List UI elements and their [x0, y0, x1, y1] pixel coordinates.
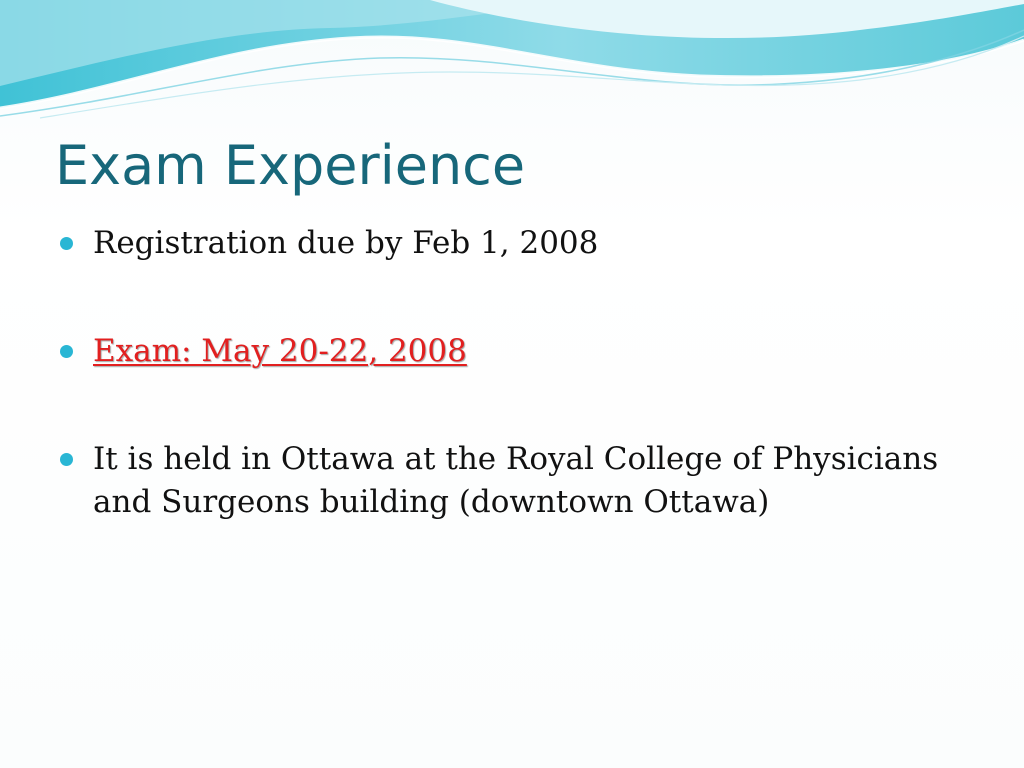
- header-wave-decoration: [0, 0, 1024, 130]
- bullet-text-exam-dates: Exam: May 20-22, 2008: [93, 333, 467, 369]
- bullet-item: [60, 438, 960, 524]
- slide-title: Exam Experience: [55, 134, 526, 197]
- bullet-dot-icon: [60, 453, 73, 466]
- bullet-dot-icon: [60, 237, 73, 250]
- bullet-item: [60, 222, 960, 265]
- bullet-dot-icon: [60, 345, 73, 358]
- bullet-text-location: It is held in Ottawa at the Royal College of Physicians and Surgeons building (downtown Ottawa): [93, 441, 939, 520]
- bullet-text-registration: Registration due by Feb 1, 2008: [93, 225, 599, 261]
- bullet-item: [60, 330, 960, 373]
